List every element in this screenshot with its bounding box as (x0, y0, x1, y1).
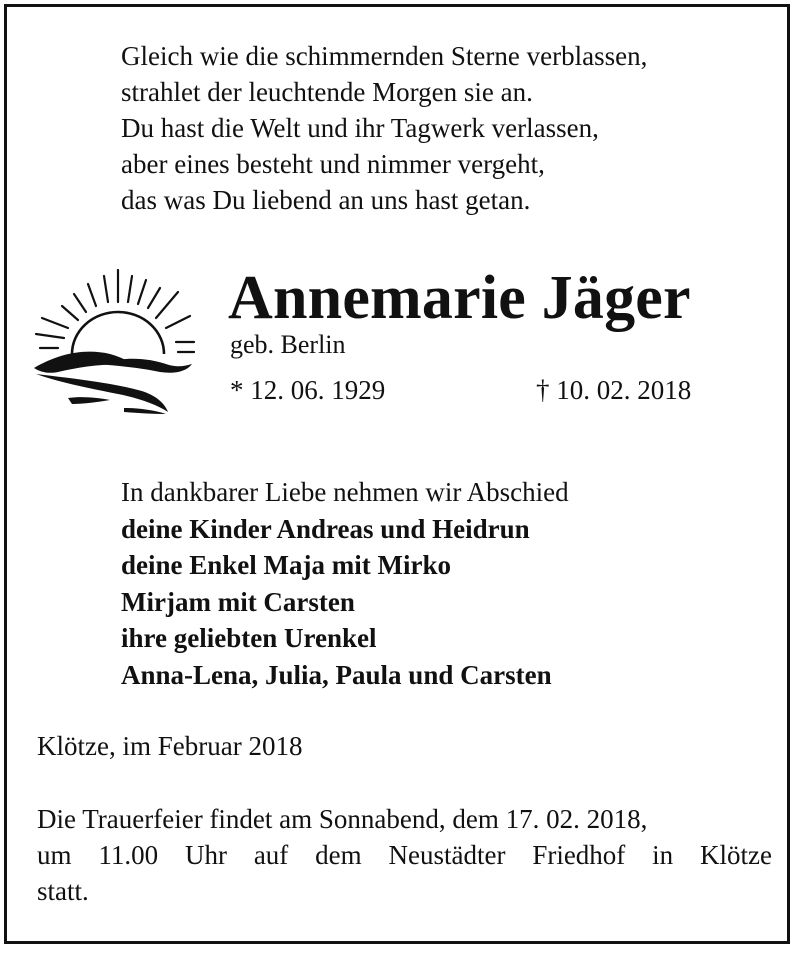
sunrise-over-hills-icon (28, 262, 196, 420)
mourner-line: deine Enkel Maja mit Mirko (121, 550, 451, 580)
funeral-line: um 11.00 Uhr auf dem Neustädter Friedhof in Klötze (37, 840, 772, 870)
mourners-block (121, 474, 569, 693)
poem-line: aber eines besteht und nimmer vergeht, (121, 149, 545, 179)
birth-name: geb. Berlin (230, 330, 346, 359)
funeral-line: Die Trauerfeier findet am Sonnabend, dem 17. 02. 2018, (37, 804, 648, 834)
funeral-notice (37, 801, 772, 909)
poem-line: strahlet der leuchtende Morgen sie an. (121, 77, 533, 107)
place-date: Klötze, im Februar 2018 (37, 731, 303, 761)
death-date: † 10. 02. 2018 (536, 375, 692, 405)
funeral-line: statt. (37, 876, 89, 906)
poem-line: das was Du liebend an uns hast getan. (121, 185, 531, 215)
mourner-line: Mirjam mit Carsten (121, 586, 355, 617)
poem-line: Du hast die Welt und ihr Tagwerk verlassen, (121, 113, 599, 143)
poem (121, 38, 647, 218)
deceased-name: Annemarie Jäger (228, 264, 691, 332)
birth-date: * 12. 06. 1929 (230, 375, 386, 405)
farewell-intro: In dankbarer Liebe nehmen wir Abschied (121, 477, 569, 507)
mourner-line: Anna-Lena, Julia, Paula und Carsten (121, 659, 552, 690)
mourner-line: ihre geliebten Urenkel (121, 623, 377, 653)
mourner-line: deine Kinder Andreas und Heidrun (121, 513, 530, 544)
poem-line: Gleich wie die schimmernden Sterne verblassen, (121, 41, 648, 71)
